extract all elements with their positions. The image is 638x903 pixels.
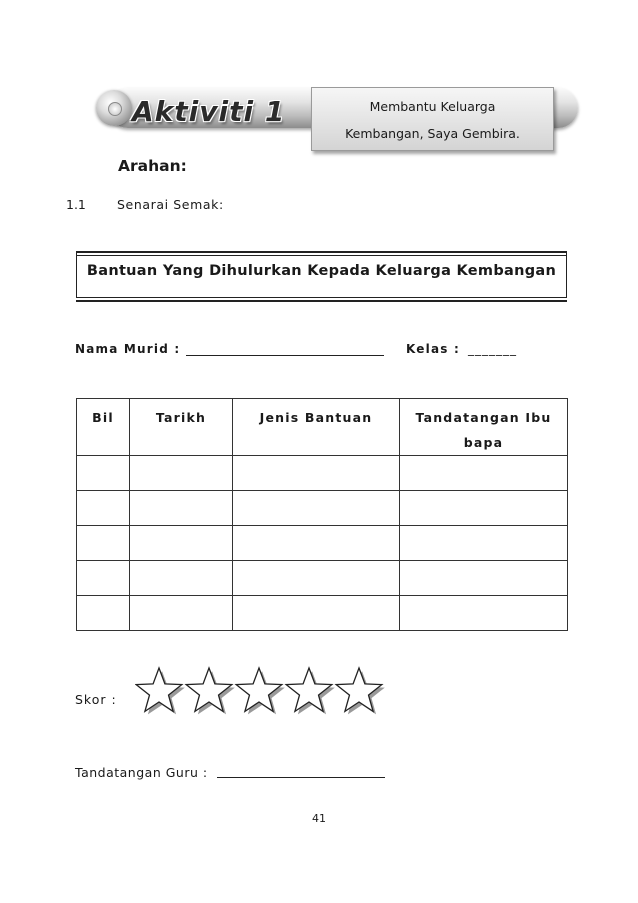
activity-title-box [311,87,554,151]
band-rule [76,300,567,302]
table-cell[interactable] [130,596,233,631]
banner-ball-icon [96,90,132,126]
table-row [77,526,568,561]
table-cell[interactable] [77,596,130,631]
page-number: 41 [312,812,326,825]
activity-title-line-2: Kembangan, Saya Gembira. [345,126,520,141]
teacher-signature-field[interactable] [217,777,385,778]
table-cell[interactable] [233,561,400,596]
column-header-jenis-bantuan: Jenis Bantuan [233,399,400,456]
column-header-tandatangan: Tandatangan Ibu bapa [400,399,568,456]
table-row [77,456,568,491]
table-cell[interactable] [400,456,568,491]
teacher-signature-label: Tandatangan Guru : [75,765,208,780]
score-label: Skor : [75,692,117,707]
table-row [77,561,568,596]
section-text: Senarai Semak: [117,197,224,212]
table-cell[interactable] [233,526,400,561]
checklist-title: Bantuan Yang Dihulurkan Kepada Keluarga Kembangan [86,263,557,279]
band-rule [76,297,567,298]
table-cell[interactable] [130,526,233,561]
table-cell[interactable] [233,596,400,631]
table-cell[interactable] [400,526,568,561]
table-cell[interactable] [130,491,233,526]
table-cell[interactable] [400,561,568,596]
table-cell[interactable] [130,561,233,596]
band-rule [76,251,567,253]
table-cell[interactable] [400,491,568,526]
score-stars [135,665,385,717]
table-cell[interactable] [77,561,130,596]
student-name-label: Nama Murid : [75,342,181,356]
table-header-row [77,399,568,456]
column-header-bil: Bil [77,399,130,456]
band-rule [76,255,567,256]
table-cell[interactable] [233,491,400,526]
table-row [77,491,568,526]
student-name-field[interactable] [186,355,384,356]
activity-title: Aktiviti 1 [132,95,286,128]
class-label: Kelas : [406,342,460,356]
instructions-heading: Arahan: [118,157,187,175]
help-log-table [76,398,568,631]
table-row [77,596,568,631]
table-cell[interactable] [77,491,130,526]
table-cell[interactable] [77,456,130,491]
activity-title-line-1: Membantu Keluarga [369,99,496,114]
table-cell[interactable] [77,526,130,561]
class-field[interactable]: _______ [468,342,517,356]
table-cell[interactable] [130,456,233,491]
section-number: 1.1 [66,197,86,212]
table-cell[interactable] [233,456,400,491]
column-header-tarikh: Tarikh [130,399,233,456]
table-cell[interactable] [400,596,568,631]
